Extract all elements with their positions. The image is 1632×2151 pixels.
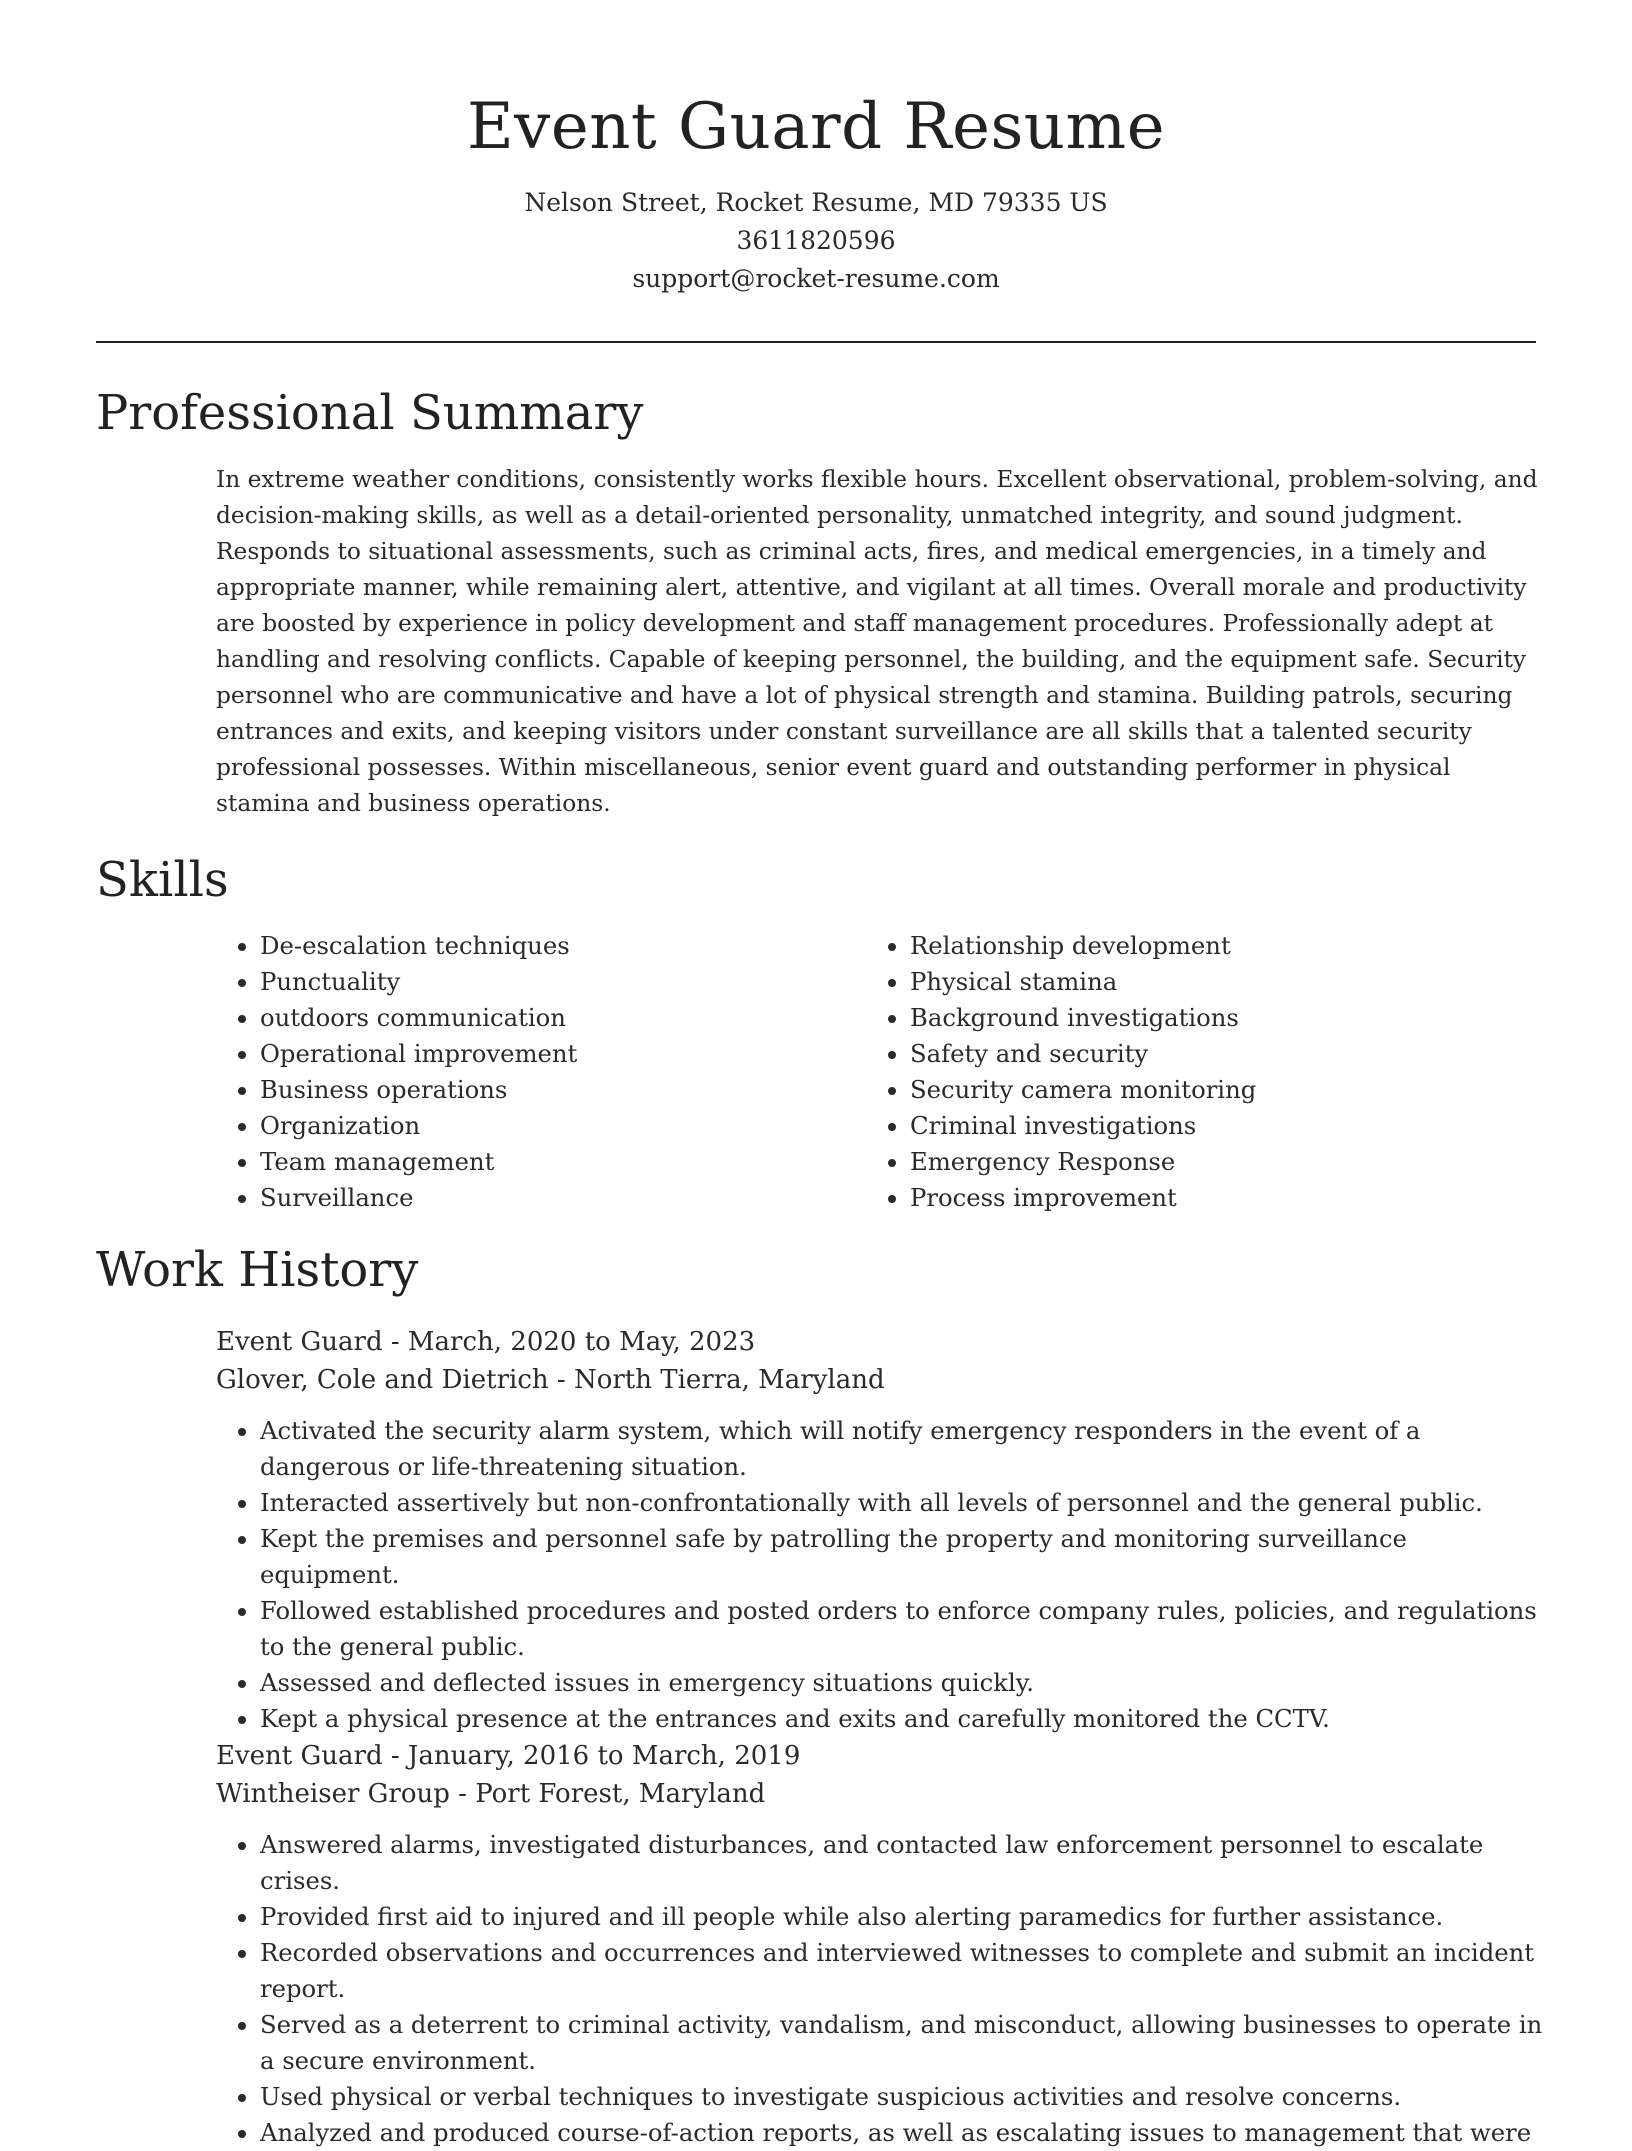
job-bullets bbox=[216, 1413, 1546, 1737]
job-bullet: • Assessed and deflected issues in emergency situations quickly. bbox=[260, 1665, 1546, 1701]
job-bullet: • Used physical or verbal techniques to investigate suspicious activities and resolve concerns. bbox=[260, 2079, 1546, 2115]
work-history-heading: Work History bbox=[96, 1242, 419, 1298]
skills-heading: Skills bbox=[96, 852, 229, 908]
skill-item: • Relationship development bbox=[910, 928, 1570, 964]
contact-email: support@rocket-resume.com bbox=[632, 264, 1000, 293]
job-bullet: • Provided first aid to injured and ill people while also alerting paramedics for further assistance. bbox=[260, 1899, 1546, 1935]
skill-item: • Physical stamina bbox=[910, 964, 1570, 1000]
job-bullet: • Recorded observations and occurrences and interviewed witnesses to complete and submit an incident report. bbox=[260, 1935, 1546, 2007]
job-bullet: • Analyzed and produced course-of-action reports, as well as escalating issues to management that were bbox=[260, 2115, 1546, 2151]
skill-item: • Team management bbox=[260, 1144, 820, 1180]
summary-text: In extreme weather conditions, consistently works flexible hours. Excellent observational, problem-solving, and decision-making skills, as well as a detail-oriented personality, unmatched integrity, and sound judgment. Responds to situational assessments, such as criminal acts, fires, and medical emergencies, in a timely and appropriate manner, while remaining alert, attentive, and vigilant at all times. Overall morale and productivity are boosted by experience in policy development and staff management procedures. Professionally adept at handling and resolving conflicts. Capable of keeping personnel, the building, and the equipment safe. Security personnel who are communicative and have a lot of physical strength and stamina. Building patrols, securing entrances and exits, and keeping visitors under constant surveillance are all skills that a talented security professional possesses. Within miscellaneous, senior event guard and outstanding performer in physical stamina and business operations. bbox=[216, 466, 1538, 817]
skill-item: • Organization bbox=[260, 1108, 820, 1144]
job-entry bbox=[216, 1323, 1546, 1737]
job-bullet: • Interacted assertively but non-confrontationally with all levels of personnel and the general public. bbox=[260, 1485, 1546, 1521]
resume-header bbox=[96, 88, 1536, 298]
contact-block bbox=[96, 184, 1536, 298]
skills-column-1 bbox=[216, 928, 820, 1216]
job-entry bbox=[216, 1737, 1546, 2151]
job-bullet: • Served as a deterrent to criminal activity, vandalism, and misconduct, allowing businesses to operate in a secure environment. bbox=[260, 2007, 1546, 2079]
skills-column-2 bbox=[866, 928, 1570, 1216]
header-divider bbox=[96, 341, 1536, 343]
skill-item: • Business operations bbox=[260, 1072, 820, 1108]
job-bullet: • Answered alarms, investigated disturbances, and contacted law enforcement personnel to escalate crises. bbox=[260, 1827, 1546, 1899]
contact-phone: 3611820596 bbox=[736, 226, 896, 255]
skill-item: • outdoors communication bbox=[260, 1000, 820, 1036]
job-bullet: • Kept a physical presence at the entrances and exits and carefully monitored the CCTV. bbox=[260, 1701, 1546, 1737]
contact-address: Nelson Street, Rocket Resume, MD 79335 US bbox=[524, 188, 1108, 217]
job-bullet: • Activated the security alarm system, which will notify emergency responders in the event of a dangerous or life-threatening situation. bbox=[260, 1413, 1546, 1485]
skill-item: • Punctuality bbox=[260, 964, 820, 1000]
summary-heading: Professional Summary bbox=[96, 385, 644, 441]
skill-item: • Safety and security bbox=[910, 1036, 1570, 1072]
job-company-location: Glover, Cole and Dietrich - North Tierra, Maryland bbox=[216, 1365, 885, 1395]
skill-item: • Operational improvement bbox=[260, 1036, 820, 1072]
job-bullet: • Kept the premises and personnel safe by patrolling the property and monitoring surveillance equipment. bbox=[260, 1521, 1546, 1593]
skill-item: • Criminal investigations bbox=[910, 1108, 1570, 1144]
job-title-dates: Event Guard - March, 2020 to May, 2023 bbox=[216, 1327, 756, 1357]
job-bullets bbox=[216, 1827, 1546, 2151]
job-title-dates: Event Guard - January, 2016 to March, 2019 bbox=[216, 1741, 801, 1771]
skill-item: • De-escalation techniques bbox=[260, 928, 820, 964]
skill-item: • Emergency Response bbox=[910, 1144, 1570, 1180]
skill-item: • Security camera monitoring bbox=[910, 1072, 1570, 1108]
skill-item: • Surveillance bbox=[260, 1180, 820, 1216]
skill-item: • Process improvement bbox=[910, 1180, 1570, 1216]
job-bullet: • Followed established procedures and posted orders to enforce company rules, policies, and regulations to the general public. bbox=[260, 1593, 1546, 1665]
skill-item: • Background investigations bbox=[910, 1000, 1570, 1036]
resume-title: Event Guard Resume bbox=[466, 90, 1166, 164]
job-company-location: Wintheiser Group - Port Forest, Maryland bbox=[216, 1779, 766, 1809]
